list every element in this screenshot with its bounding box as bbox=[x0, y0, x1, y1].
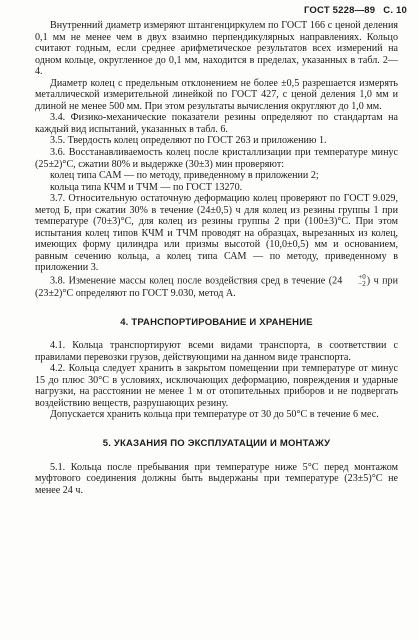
paragraph-3-8-start: 3.8. Изменение массы колец после воздействия сред в течение (24 bbox=[50, 275, 343, 287]
paragraph-3-5: 3.5. Твердость колец определяют по ГОСТ 263 и приложению 1. bbox=[50, 135, 327, 147]
document-body bbox=[35, 20, 398, 496]
tolerance-lower: −2 bbox=[358, 280, 366, 289]
paragraph-4-2: 4.2. Кольца следует хранить в закрытом помещении при температуре от минус 15 до плюс 30°С в условиях, исключающих деформацию, повреждения и ударные нагрузки, на расстоянии не менее 1 м от отопительных приборов и не подвергать воздействию веществ, разрушающих резину. bbox=[35, 363, 398, 409]
section-5-title: 5. УКАЗАНИЯ ПО ЭКСПЛУАТАЦИИ И МОНТАЖУ bbox=[102, 437, 331, 449]
header-standard: ГОСТ 5228—89 bbox=[303, 5, 376, 16]
paragraph-4-storage-note: Допускается хранить кольца при температуре от 30 до 50°С в течение 6 мес. bbox=[50, 409, 379, 421]
paragraph-3-6-item-sam: колец типа САМ — по методу, приведенному в приложении 2; bbox=[50, 170, 319, 182]
tolerance-upper: +0 bbox=[358, 273, 366, 282]
paragraph-4-1: 4.1. Кольца транспортируют всеми видами транспорта, в соответствии с правилами перевозки грузов, действующими на данном виде транспорта. bbox=[35, 340, 398, 363]
section-4-title: 4. ТРАНСПОРТИРОВАНИЕ И ХРАНЕНИЕ bbox=[120, 316, 313, 328]
paragraph-3-6: 3.6. Восстанавливаемость колец после кристаллизации при температуре минус (25±2)°С, сжатии 80% и выдержке (30±3) мин проверяют: bbox=[35, 147, 398, 170]
paragraph-3-6-item-kchm: кольца типа КЧМ и ТЧМ — по ГОСТ 13270. bbox=[50, 181, 243, 193]
paragraph-3-4: 3.4. Физико-механические показатели резины определяют по стандартам на каждый вид испытаний, указанных в табл. 6. bbox=[35, 112, 398, 135]
paragraph-5-1: 5.1. Кольца после пребывания при температуре ниже 5°С перед монтажом муфтового соединения должны быть выдержаны при температуре (23±5)°С не менее 24 ч. bbox=[35, 461, 398, 496]
tolerance-fraction bbox=[343, 274, 365, 288]
paragraph-3-8-end: ) ч при (23±2)°С определяют по ГОСТ 9.030, метод А. bbox=[35, 275, 398, 300]
paragraph-3-7: 3.7. Относительную остаточную деформацию колец проверяют по ГОСТ 9.029, метод Б, при сжатии 30% в течение (24±0,5) ч для колец из резины группы 1 при температуре (70±3)°С, для колец из резины группы 2 при (100±3)°С. При этом испытания колец типов КЧМ и ТЧМ проводят на образцах, вырезанных из колец, имеющих форму цилиндра или призмы высотой (10,0±0,5) мм и основанием, равным сечению кольца, а колец типа САМ — по методу, приведенному в приложении 3. bbox=[35, 193, 398, 274]
running-header bbox=[304, 5, 407, 16]
paragraph-3-8 bbox=[35, 274, 398, 300]
paragraph-diameter-tolerance: Диаметр колец с предельным отклонением не более ±0,5 разрешается измерять металлической измерительной линейкой по ГОСТ 427, с ценой деления 1,0 мм и длиной не менее 500 мм. При этом результаты вычисления округляют до 1,0 мм. bbox=[35, 77, 398, 112]
header-page-number: С. 10 bbox=[383, 5, 407, 16]
paragraph-inner-diameter: Внутренний диаметр измеряют штангенциркулем по ГОСТ 166 с ценой деления 0,1 мм не менее чем в двух взаимно перпендикулярных направлениях. Кольцо считают годным, если среднее арифметическое результатов всех измерений на одном кольце, округленное до 0,1 мм, находится в пределах, указанных в табл. 2—4. bbox=[35, 20, 398, 78]
